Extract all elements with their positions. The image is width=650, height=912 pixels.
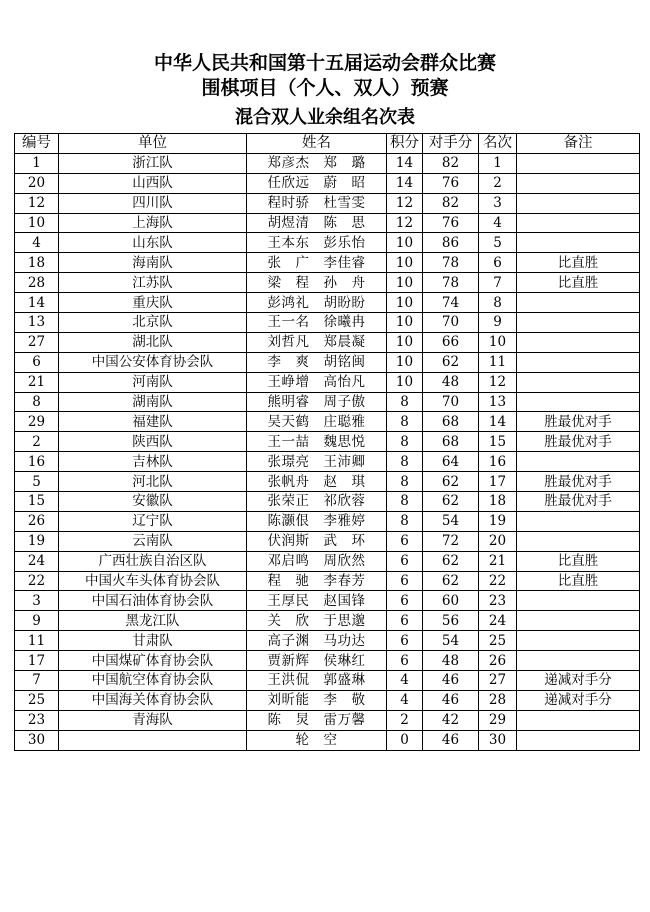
cell-score: 10	[387, 332, 423, 352]
cell-id: 26	[15, 511, 59, 531]
table-row	[15, 412, 640, 432]
cell-unit: 重庆队	[59, 293, 247, 313]
cell-name: 李 爽 胡铭闽	[247, 352, 387, 372]
table-row	[15, 372, 640, 392]
cell-score: 8	[387, 511, 423, 531]
cell-id: 19	[15, 531, 59, 551]
cell-name: 张璟亮 王沛卿	[247, 452, 387, 472]
cell-opponent-score: 62	[423, 492, 479, 512]
cell-id: 25	[15, 690, 59, 710]
cell-score: 10	[387, 253, 423, 273]
cell-unit: 中国海关体育协会队	[59, 690, 247, 710]
cell-note: 比直胜	[517, 253, 640, 273]
cell-opponent-score: 62	[423, 472, 479, 492]
cell-name: 张荣正 祁欣蓉	[247, 492, 387, 512]
cell-unit: 安徽队	[59, 492, 247, 512]
cell-name: 刘昕能 李 敬	[247, 690, 387, 710]
cell-score: 8	[387, 392, 423, 412]
cell-name: 梁 程 孙 舟	[247, 273, 387, 293]
header-name: 姓名	[247, 134, 387, 154]
cell-unit: 中国航空体育协会队	[59, 671, 247, 691]
cell-name: 王洪侃 郭盛琳	[247, 671, 387, 691]
cell-rank: 25	[479, 631, 517, 651]
cell-name: 郑彦杰 郑 璐	[247, 153, 387, 173]
table-row	[15, 392, 640, 412]
cell-unit: 浙江队	[59, 153, 247, 173]
cell-score: 10	[387, 293, 423, 313]
cell-score: 14	[387, 173, 423, 193]
table-row	[15, 293, 640, 313]
cell-score: 10	[387, 273, 423, 293]
header-row	[15, 134, 640, 154]
cell-score: 4	[387, 671, 423, 691]
cell-score: 6	[387, 611, 423, 631]
cell-opponent-score: 66	[423, 332, 479, 352]
cell-opponent-score: 54	[423, 511, 479, 531]
cell-name: 程 驰 李春芳	[247, 571, 387, 591]
cell-score: 10	[387, 352, 423, 372]
cell-score: 6	[387, 631, 423, 651]
cell-unit: 四川队	[59, 193, 247, 213]
cell-note	[517, 153, 640, 173]
cell-score: 8	[387, 452, 423, 472]
header-id: 编号	[15, 134, 59, 154]
cell-rank: 4	[479, 213, 517, 233]
cell-id: 16	[15, 452, 59, 472]
cell-name: 程时骄 杜雪雯	[247, 193, 387, 213]
cell-unit: 陕西队	[59, 432, 247, 452]
cell-score: 14	[387, 153, 423, 173]
cell-opponent-score: 68	[423, 432, 479, 452]
cell-name: 王一名 徐曦冉	[247, 313, 387, 333]
cell-opponent-score: 48	[423, 651, 479, 671]
cell-unit: 湖南队	[59, 392, 247, 412]
cell-id: 18	[15, 253, 59, 273]
cell-unit: 海南队	[59, 253, 247, 273]
cell-note	[517, 352, 640, 372]
cell-opponent-score: 70	[423, 313, 479, 333]
cell-name: 王本东 彭乐怡	[247, 233, 387, 253]
cell-id: 14	[15, 293, 59, 313]
cell-opponent-score: 60	[423, 591, 479, 611]
cell-id: 12	[15, 193, 59, 213]
cell-note: 递减对手分	[517, 690, 640, 710]
cell-opponent-score: 76	[423, 213, 479, 233]
cell-name: 王厚民 赵国锋	[247, 591, 387, 611]
cell-unit: 广西壮族自治区队	[59, 551, 247, 571]
cell-unit: 青海队	[59, 710, 247, 730]
table-row	[15, 511, 640, 531]
cell-note	[517, 392, 640, 412]
cell-id: 27	[15, 332, 59, 352]
cell-id: 30	[15, 730, 59, 750]
cell-note: 比直胜	[517, 571, 640, 591]
cell-rank: 29	[479, 710, 517, 730]
cell-rank: 21	[479, 551, 517, 571]
cell-score: 8	[387, 432, 423, 452]
cell-opponent-score: 78	[423, 253, 479, 273]
cell-rank: 22	[479, 571, 517, 591]
table-row	[15, 631, 640, 651]
cell-name: 彭鸿礼 胡盼盼	[247, 293, 387, 313]
ranking-table	[14, 133, 640, 751]
cell-name: 张帆舟 赵 琪	[247, 472, 387, 492]
cell-unit: 北京队	[59, 313, 247, 333]
cell-name: 轮 空	[247, 730, 387, 750]
cell-note	[517, 511, 640, 531]
cell-score: 2	[387, 710, 423, 730]
cell-id: 17	[15, 651, 59, 671]
cell-rank: 26	[479, 651, 517, 671]
cell-id: 8	[15, 392, 59, 412]
title-line-1: 中华人民共和国第十五届运动会群众比赛	[153, 52, 496, 74]
cell-score: 10	[387, 372, 423, 392]
cell-note: 胜最优对手	[517, 472, 640, 492]
cell-score: 10	[387, 233, 423, 253]
cell-note	[517, 611, 640, 631]
cell-score: 6	[387, 551, 423, 571]
cell-note: 递减对手分	[517, 671, 640, 691]
cell-score: 6	[387, 651, 423, 671]
cell-note	[517, 452, 640, 472]
cell-id: 1	[15, 153, 59, 173]
cell-id: 24	[15, 551, 59, 571]
cell-opponent-score: 70	[423, 392, 479, 412]
cell-rank: 5	[479, 233, 517, 253]
cell-id: 29	[15, 412, 59, 432]
cell-rank: 18	[479, 492, 517, 512]
cell-unit: 福建队	[59, 412, 247, 432]
cell-opponent-score: 48	[423, 372, 479, 392]
cell-opponent-score: 74	[423, 293, 479, 313]
cell-name: 贾新辉 侯琳红	[247, 651, 387, 671]
cell-id: 7	[15, 671, 59, 691]
cell-id: 13	[15, 313, 59, 333]
cell-unit: 黑龙江队	[59, 611, 247, 631]
cell-name: 邓启鸣 周欣然	[247, 551, 387, 571]
cell-rank: 17	[479, 472, 517, 492]
cell-opponent-score: 42	[423, 710, 479, 730]
cell-name: 任欣远 蔚 昭	[247, 173, 387, 193]
cell-unit: 湖北队	[59, 332, 247, 352]
table-row	[15, 492, 640, 512]
table-row	[15, 313, 640, 333]
header-rank: 名次	[479, 134, 517, 154]
cell-rank: 23	[479, 591, 517, 611]
cell-rank: 16	[479, 452, 517, 472]
header-score: 积分	[387, 134, 423, 154]
table-row	[15, 472, 640, 492]
cell-note	[517, 332, 640, 352]
cell-unit: 云南队	[59, 531, 247, 551]
cell-score: 6	[387, 571, 423, 591]
cell-name: 伏润斯 武 环	[247, 531, 387, 551]
table-row	[15, 551, 640, 571]
cell-name: 吴天鹤 庄聪雅	[247, 412, 387, 432]
table-row	[15, 571, 640, 591]
table-row	[15, 531, 640, 551]
cell-score: 8	[387, 412, 423, 432]
table-row	[15, 352, 640, 372]
cell-rank: 14	[479, 412, 517, 432]
cell-note: 胜最优对手	[517, 432, 640, 452]
cell-note	[517, 173, 640, 193]
cell-opponent-score: 46	[423, 730, 479, 750]
table-row	[15, 671, 640, 691]
cell-id: 6	[15, 352, 59, 372]
cell-rank: 9	[479, 313, 517, 333]
cell-score: 8	[387, 472, 423, 492]
table-row	[15, 233, 640, 253]
cell-unit: 甘肃队	[59, 631, 247, 651]
cell-opponent-score: 46	[423, 690, 479, 710]
cell-rank: 3	[479, 193, 517, 213]
cell-id: 15	[15, 492, 59, 512]
cell-opponent-score: 62	[423, 551, 479, 571]
cell-rank: 19	[479, 511, 517, 531]
cell-rank: 8	[479, 293, 517, 313]
cell-name: 关 欣 于思邈	[247, 611, 387, 631]
cell-note	[517, 531, 640, 551]
cell-note	[517, 313, 640, 333]
cell-opponent-score: 46	[423, 671, 479, 691]
cell-id: 10	[15, 213, 59, 233]
cell-name: 刘哲凡 郑晨凝	[247, 332, 387, 352]
cell-id: 2	[15, 432, 59, 452]
table-row	[15, 710, 640, 730]
cell-note	[517, 193, 640, 213]
cell-opponent-score: 68	[423, 412, 479, 432]
cell-opponent-score: 86	[423, 233, 479, 253]
table-row	[15, 173, 640, 193]
table-row	[15, 452, 640, 472]
cell-rank: 1	[479, 153, 517, 173]
table-title: 混合双人业余组名次表	[235, 107, 415, 128]
cell-score: 8	[387, 492, 423, 512]
cell-unit: 中国石油体育协会队	[59, 591, 247, 611]
cell-opponent-score: 62	[423, 352, 479, 372]
cell-rank: 30	[479, 730, 517, 750]
table-row	[15, 153, 640, 173]
cell-note	[517, 233, 640, 253]
table-row	[15, 332, 640, 352]
table-row	[15, 730, 640, 750]
cell-rank: 27	[479, 671, 517, 691]
cell-score: 6	[387, 531, 423, 551]
table-row	[15, 273, 640, 293]
cell-rank: 15	[479, 432, 517, 452]
cell-opponent-score: 78	[423, 273, 479, 293]
cell-unit: 中国煤矿体育协会队	[59, 651, 247, 671]
cell-opponent-score: 62	[423, 571, 479, 591]
cell-name: 熊明睿 周子傲	[247, 392, 387, 412]
cell-opponent-score: 56	[423, 611, 479, 631]
cell-note: 胜最优对手	[517, 412, 640, 432]
cell-note	[517, 213, 640, 233]
cell-unit	[59, 730, 247, 750]
cell-id: 21	[15, 372, 59, 392]
cell-unit: 河南队	[59, 372, 247, 392]
cell-note	[517, 710, 640, 730]
cell-note: 比直胜	[517, 551, 640, 571]
cell-note: 比直胜	[517, 273, 640, 293]
cell-name: 王峥增 高怡凡	[247, 372, 387, 392]
cell-score: 6	[387, 591, 423, 611]
cell-id: 5	[15, 472, 59, 492]
cell-opponent-score: 72	[423, 531, 479, 551]
cell-unit: 辽宁队	[59, 511, 247, 531]
cell-score: 12	[387, 193, 423, 213]
cell-name: 高子渊 马功达	[247, 631, 387, 651]
cell-id: 20	[15, 173, 59, 193]
header-note: 备注	[517, 134, 640, 154]
cell-unit: 上海队	[59, 213, 247, 233]
cell-id: 9	[15, 611, 59, 631]
cell-unit: 吉林队	[59, 452, 247, 472]
cell-unit: 中国火车头体育协会队	[59, 571, 247, 591]
table-row	[15, 213, 640, 233]
table-row	[15, 651, 640, 671]
title-line-2: 围棋项目（个人、双人）预赛	[201, 77, 449, 99]
cell-name: 陈灏佷 李雅婷	[247, 511, 387, 531]
cell-rank: 2	[479, 173, 517, 193]
cell-rank: 6	[479, 253, 517, 273]
cell-id: 3	[15, 591, 59, 611]
cell-unit: 河北队	[59, 472, 247, 492]
cell-name: 张 广 李佳睿	[247, 253, 387, 273]
table-row	[15, 690, 640, 710]
table-row	[15, 591, 640, 611]
cell-unit: 江苏队	[59, 273, 247, 293]
cell-opponent-score: 82	[423, 153, 479, 173]
cell-note	[517, 293, 640, 313]
cell-note	[517, 631, 640, 651]
cell-opponent-score: 76	[423, 173, 479, 193]
cell-note	[517, 651, 640, 671]
table-row	[15, 611, 640, 631]
cell-rank: 20	[479, 531, 517, 551]
cell-rank: 10	[479, 332, 517, 352]
cell-opponent-score: 82	[423, 193, 479, 213]
table-row	[15, 253, 640, 273]
cell-score: 4	[387, 690, 423, 710]
cell-note	[517, 591, 640, 611]
cell-note	[517, 730, 640, 750]
cell-note: 胜最优对手	[517, 492, 640, 512]
cell-score: 10	[387, 313, 423, 333]
cell-name: 王一喆 魏思悦	[247, 432, 387, 452]
table-row	[15, 432, 640, 452]
cell-rank: 11	[479, 352, 517, 372]
cell-unit: 山东队	[59, 233, 247, 253]
cell-note	[517, 372, 640, 392]
cell-name: 陈 炅 雷万馨	[247, 710, 387, 730]
cell-score: 12	[387, 213, 423, 233]
cell-rank: 13	[479, 392, 517, 412]
cell-id: 28	[15, 273, 59, 293]
header-opponent-score: 对手分	[423, 134, 479, 154]
cell-id: 11	[15, 631, 59, 651]
cell-rank: 7	[479, 273, 517, 293]
cell-rank: 24	[479, 611, 517, 631]
cell-unit: 中国公安体育协会队	[59, 352, 247, 372]
header-unit: 单位	[59, 134, 247, 154]
cell-score: 0	[387, 730, 423, 750]
table-row	[15, 193, 640, 213]
cell-rank: 28	[479, 690, 517, 710]
cell-id: 22	[15, 571, 59, 591]
cell-unit: 山西队	[59, 173, 247, 193]
cell-name: 胡煜清 陈 思	[247, 213, 387, 233]
cell-opponent-score: 54	[423, 631, 479, 651]
cell-id: 4	[15, 233, 59, 253]
cell-id: 23	[15, 710, 59, 730]
cell-rank: 12	[479, 372, 517, 392]
cell-opponent-score: 64	[423, 452, 479, 472]
